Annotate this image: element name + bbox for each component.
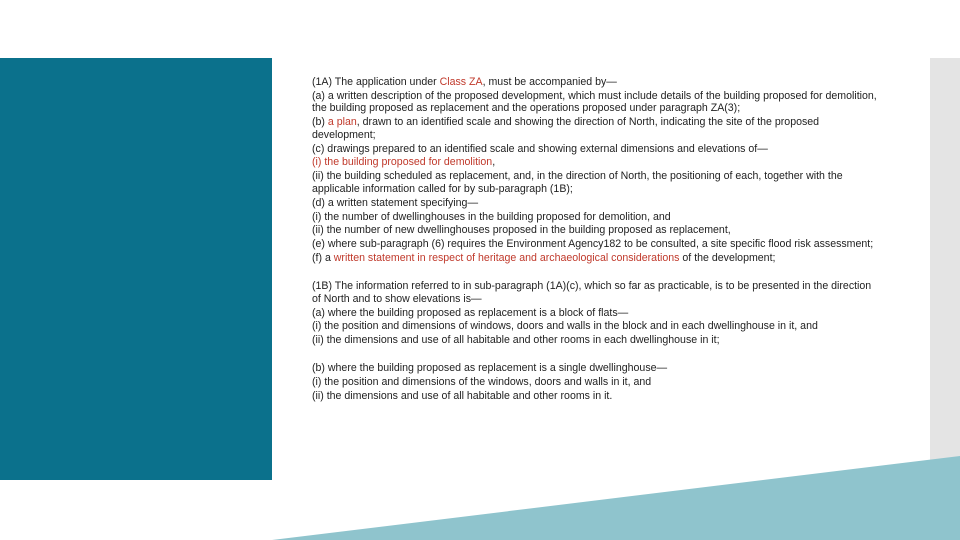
para-1b-a: (a) where the building proposed as replacement is a block of flats— [312,306,629,319]
accent-wedge-shape [272,456,960,540]
para-1a-intro [312,76,882,88]
para-1b-a-ii: (ii) the dimensions and use of all habitable and other rooms in each dwellinghouse in it; [312,334,720,347]
para-1a-c: (c) drawings prepared to an identified scale and showing external dimensions and elevations of— [312,142,768,155]
link-heritage-statement[interactable]: written statement in respect of heritage and archaeological considerations [333,252,680,265]
para-1a-c-i [312,156,882,168]
para-1a-d: (d) a written statement specifying— [312,196,479,209]
para-1b-a-i: (i) the position and dimensions of windows, doors and walls in the block and in each dwellinghouse in it, and [312,320,818,333]
text-run: , drawn to an identified scale and showing the direction of North, indicating the site of the proposed development; [312,116,820,141]
para-1a-d-ii: (ii) the number of new dwellinghouses proposed in the building proposed as replacement, [312,224,731,237]
link-building-for-demolition[interactable]: (i) the building proposed for demolition [312,156,493,169]
para-1b-b: (b) where the building proposed as replacement is a single dwellinghouse— [312,362,668,375]
text-run: (b) [312,116,328,129]
para-1b-b-i: (i) the position and dimensions of the windows, doors and walls in it, and [312,376,652,389]
link-a-plan[interactable]: a plan [327,116,357,129]
text-run: (f) a [312,252,334,265]
para-1a-b [312,116,882,141]
text-run: of the development; [679,252,776,265]
paragraph-gap [312,348,882,362]
text-run: , must be accompanied by— [482,76,617,88]
link-class-za[interactable]: Class ZA [439,76,483,88]
text-run: (1A) The application under [312,76,440,88]
para-1a-c-ii: (ii) the building scheduled as replacement, and, in the direction of North, the positioning of each, together with the applicable information called for by sub-paragraph (1B); [312,170,843,195]
text-run: , [492,156,496,169]
paragraph-gap [312,266,882,280]
para-1b-b-ii: (ii) the dimensions and use of all habitable and other rooms in it. [312,390,613,403]
document-text [312,76,882,404]
para-1a-f [312,252,882,264]
para-1a-d-i: (i) the number of dwellinghouses in the building proposed for demolition, and [312,210,671,223]
para-1b-intro: (1B) The information referred to in sub-paragraph (1A)(c), which so far as practicable, is to be presented in the direction of North and to show elevations is— [312,280,872,305]
para-1a-a: (a) a written description of the proposed development, which must include details of the building proposed for demolition, the building proposed as replacement and the operations proposed under paragraph ZA(3); [312,89,877,115]
para-1a-e: (e) where sub-paragraph (6) requires the Environment Agency182 to be consulted, a site specific flood risk assessment; [312,238,874,251]
